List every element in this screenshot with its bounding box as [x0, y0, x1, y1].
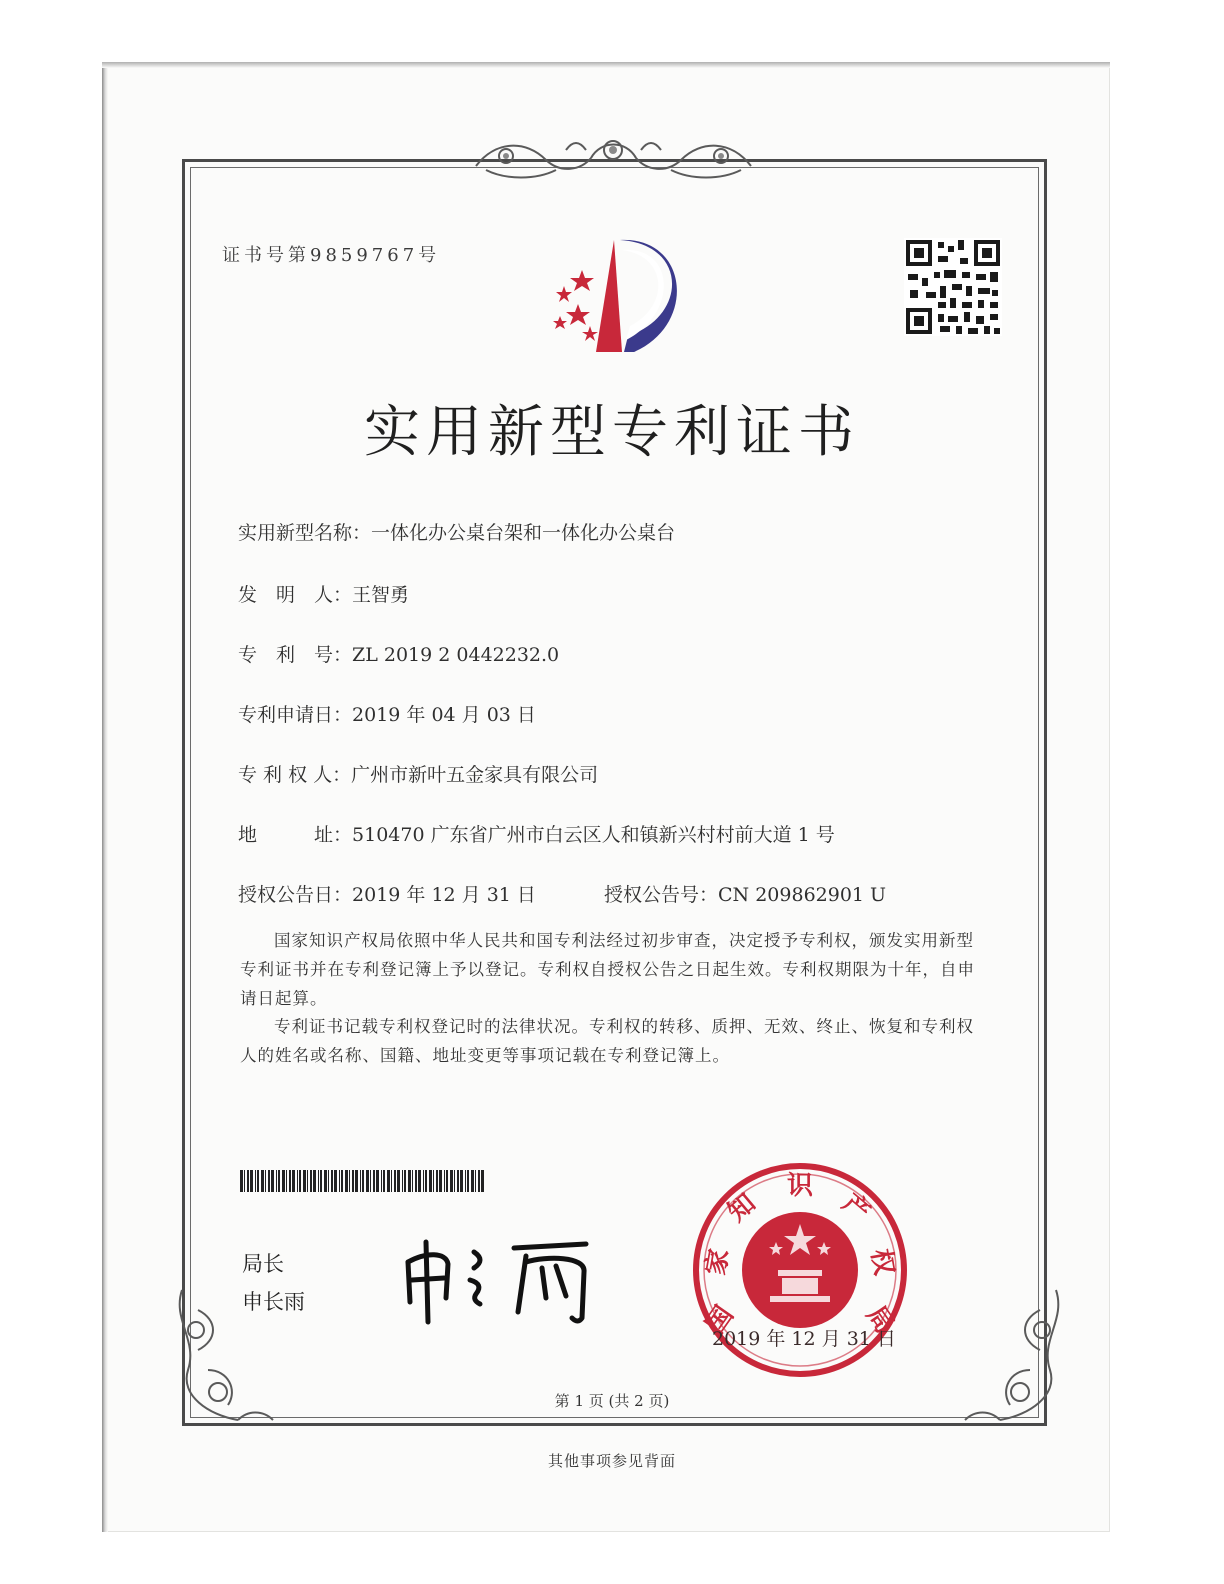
field-label: 实用新型名称： — [238, 522, 372, 544]
statement-paragraph-1: 国家知识产权局依照中华人民共和国专利法经过初步审查，决定授予专利权，颁发实用新型专利证书并在专利登记簿上予以登记。专利权自授权公告之日起生效。专利权期限为十年，自申请日起算。 — [240, 931, 975, 1008]
field-label: 授权公告号： — [604, 884, 719, 906]
seal-date: 2019 年 12 月 31 日 — [712, 1328, 896, 1350]
svg-text:局: 局 — [860, 1300, 900, 1340]
field-label: 地 址： — [238, 824, 353, 846]
director-title: 局长 — [242, 1252, 284, 1276]
field-value: 一体化办公桌台架和一体化办公桌台 — [371, 522, 676, 544]
field-value: 2019 年 12 月 31 日 — [352, 884, 536, 906]
svg-text:知: 知 — [722, 1188, 762, 1228]
svg-text:识: 识 — [786, 1171, 814, 1201]
field-value: ZL 2019 2 0442232.0 — [352, 644, 560, 666]
field-grant-number — [604, 880, 886, 907]
svg-text:产: 产 — [836, 1188, 876, 1228]
page-indicator: 第 1 页 (共 2 页) — [554, 1392, 670, 1410]
field-utility-model-name — [238, 518, 675, 545]
field-label: 授权公告日： — [238, 884, 353, 906]
field-value: CN 209862901 U — [718, 884, 887, 906]
field-label: 专利申请日： — [238, 704, 353, 726]
field-patentee — [238, 760, 598, 787]
certificate-number: 证书号第9859767号 — [222, 245, 441, 266]
field-label: 发 明 人： — [238, 584, 353, 606]
svg-text:权: 权 — [864, 1246, 900, 1278]
sheet-shadow-top — [102, 62, 1110, 68]
barcode-icon — [240, 1170, 488, 1192]
field-value: 510470 广东省广州市白云区人和镇新兴村村前大道 1 号 — [352, 824, 835, 846]
field-label: 专 利 号： — [238, 644, 353, 666]
qr-code-icon — [904, 238, 1002, 336]
svg-text:国: 国 — [700, 1300, 740, 1340]
director-name: 申长雨 — [242, 1290, 305, 1314]
field-grant-date — [238, 880, 536, 907]
top-ornament-icon — [466, 130, 761, 186]
field-address — [238, 820, 835, 847]
back-note: 其他事项参见背面 — [547, 1452, 676, 1470]
field-inventor — [238, 580, 409, 607]
field-value: 广州市新叶五金家具有限公司 — [351, 764, 599, 786]
statement-paragraph-2: 专利证书记载专利权登记时的法律状况。专利权的转移、质押、无效、终止、恢复和专利权人的姓名或名称、国籍、地址变更等事项记载在专利登记簿上。 — [240, 1017, 974, 1065]
field-patent-number — [238, 640, 559, 667]
sheet-shadow-left — [102, 62, 108, 1532]
field-value: 王智勇 — [352, 584, 410, 606]
cnipa-logo-icon — [538, 236, 688, 354]
field-value: 2019 年 04 月 03 日 — [352, 704, 536, 726]
certificate-title: 实用新型专利证书 — [364, 400, 860, 465]
field-application-date — [238, 700, 536, 727]
field-label: 专 利 权 人： — [238, 764, 352, 786]
signature-icon — [396, 1222, 616, 1332]
svg-text:家: 家 — [700, 1246, 736, 1278]
